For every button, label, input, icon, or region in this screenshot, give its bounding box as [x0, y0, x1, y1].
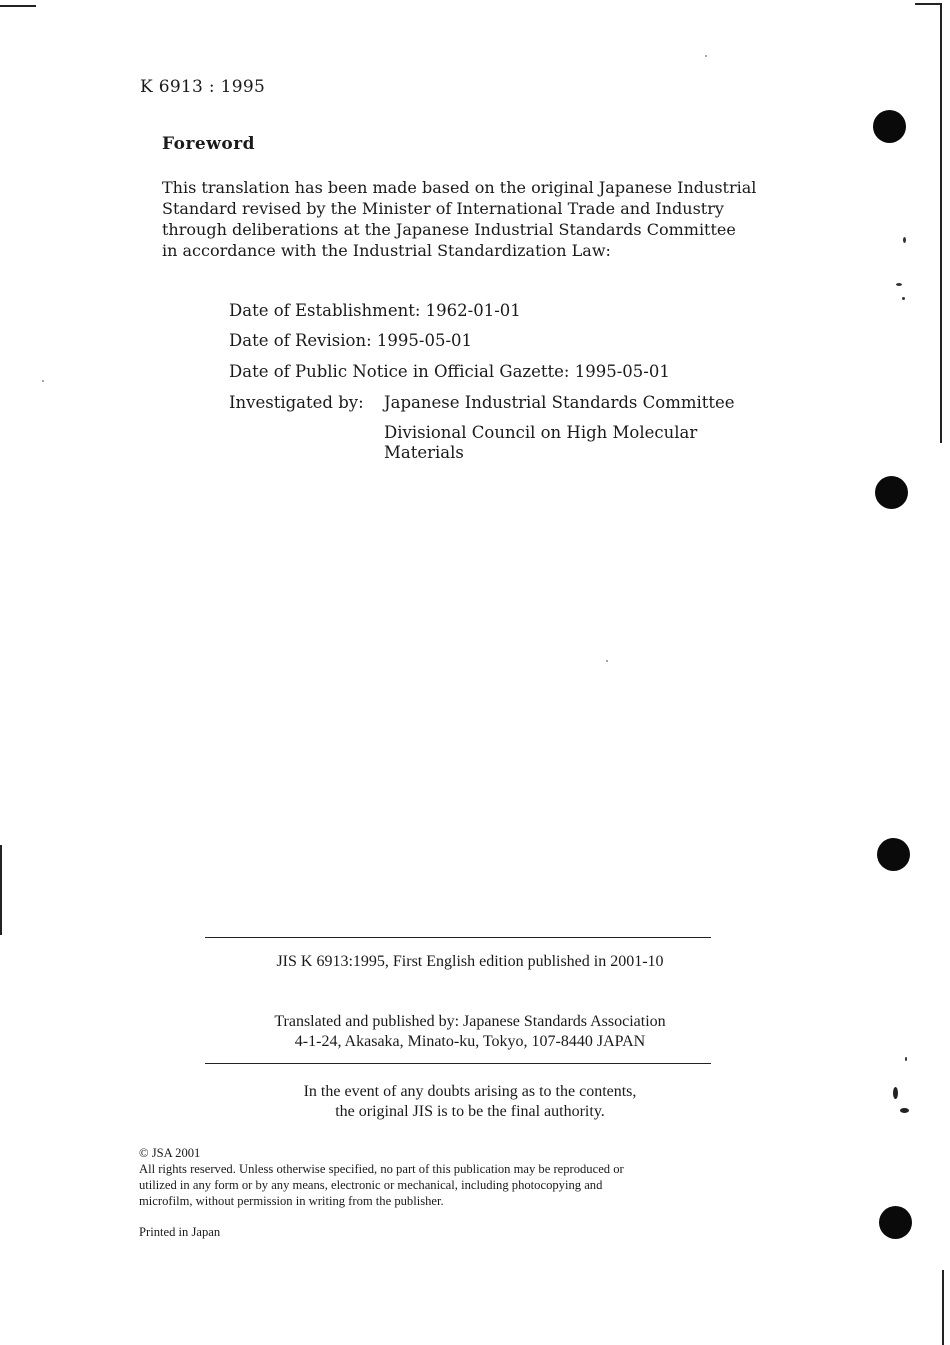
foreword-line: in accordance with the Industrial Standardization Law:: [162, 241, 611, 260]
edition-note: JIS K 6913:1995, First English edition published in 2001-10: [276, 953, 664, 970]
scan-speck: [903, 237, 906, 243]
binder-hole-3: [877, 838, 910, 871]
investigator-line: Divisional Council on High Molecular: [384, 423, 698, 442]
authority-line: In the event of any doubts arising as to the contents,: [303, 1083, 637, 1100]
scan-speck: [705, 55, 707, 57]
scan-edge-top-right: [915, 3, 940, 5]
divider-bottom: [205, 1063, 711, 1064]
foreword-line: through deliberations at the Japanese Industrial Standards Committee: [162, 220, 736, 239]
scan-speck: [893, 1087, 898, 1099]
date-of-public-notice: Date of Public Notice in Official Gazette: 1995-05-01: [229, 362, 670, 381]
scan-speck: [905, 1057, 907, 1061]
scan-edge-right: [940, 3, 942, 443]
scan-edge-right-lower: [942, 1270, 944, 1345]
scan-edge-left: [0, 845, 2, 935]
publisher-line: Translated and published by: Japanese Standards Association: [274, 1013, 666, 1030]
copyright-notice: © JSA 2001: [139, 1146, 201, 1160]
foreword-line: This translation has been made based on the original Japanese Industrial: [162, 178, 757, 197]
investigator-line: Japanese Industrial Standards Committee: [384, 393, 735, 412]
scan-speck: [42, 380, 44, 382]
investigator-line: Materials: [384, 443, 464, 462]
investigated-by-label: Investigated by:: [229, 393, 364, 412]
scan-speck: [902, 297, 905, 300]
rights-line: microfilm, without permission in writing from the publisher.: [139, 1194, 444, 1208]
authority-line: the original JIS is to be the final authority.: [335, 1103, 605, 1120]
standard-id: K 6913 : 1995: [140, 77, 266, 97]
foreword-heading: Foreword: [162, 134, 256, 154]
scan-speck: [606, 660, 608, 662]
binder-hole-4: [879, 1206, 912, 1239]
divider-top: [205, 937, 711, 938]
date-of-revision: Date of Revision: 1995-05-01: [229, 331, 473, 350]
foreword-line: Standard revised by the Minister of International Trade and Industry: [162, 199, 724, 218]
scan-speck: [900, 1108, 909, 1113]
scan-edge-top-left: [0, 5, 36, 7]
scan-speck: [896, 283, 902, 286]
rights-line: utilized in any form or by any means, electronic or mechanical, including photocopying and: [139, 1178, 603, 1192]
publisher-address: 4-1-24, Akasaka, Minato-ku, Tokyo, 107-8440 JAPAN: [294, 1033, 646, 1050]
date-of-establishment: Date of Establishment: 1962-01-01: [229, 301, 521, 320]
rights-line: All rights reserved. Unless otherwise specified, no part of this publication may be reproduced or: [139, 1162, 624, 1176]
printed-in: Printed in Japan: [139, 1225, 221, 1239]
foreword-paragraph: [162, 177, 782, 261]
binder-hole-2: [875, 476, 908, 509]
binder-hole-1: [873, 110, 906, 143]
